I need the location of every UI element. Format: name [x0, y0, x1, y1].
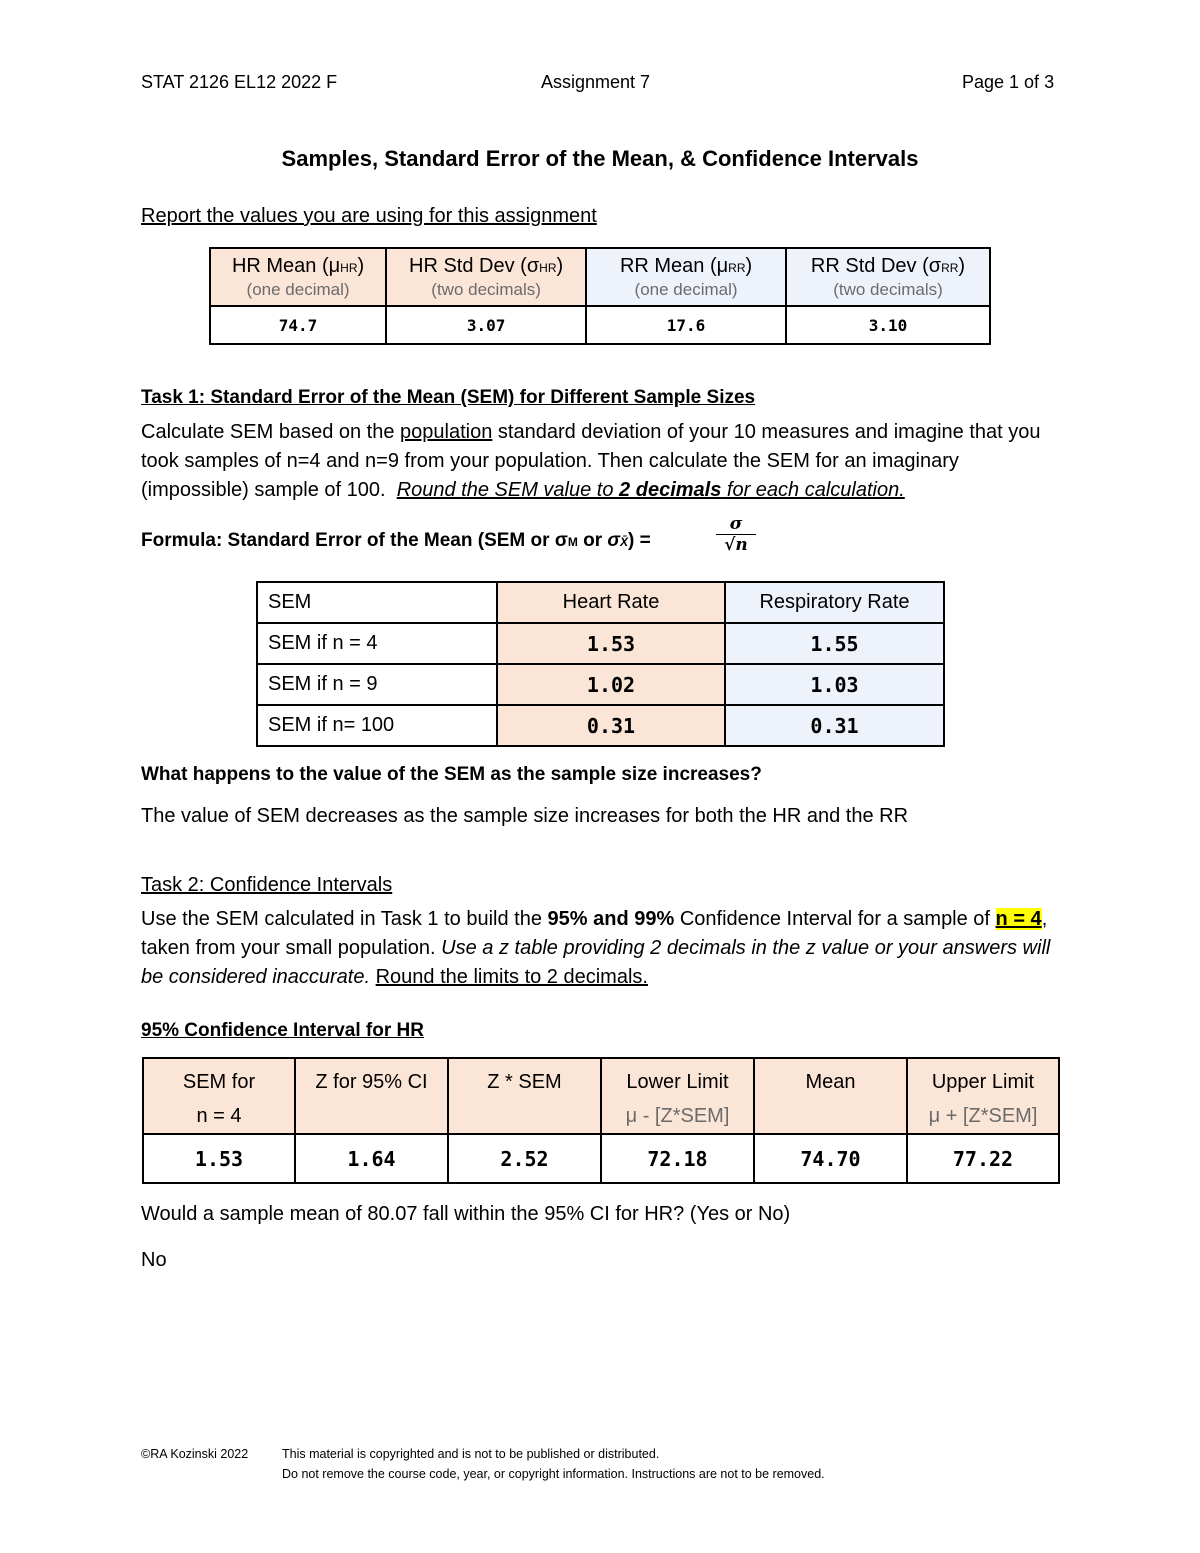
formula-fraction: σ √n: [716, 514, 756, 555]
sem-header-rr: Respiratory Rate: [725, 582, 944, 623]
sem-header-label: SEM: [257, 582, 497, 623]
ci-header-sem: SEM for n = 4: [143, 1058, 295, 1134]
sem-hr-value: 1.02: [497, 664, 725, 705]
footer-line2: Do not remove the course code, year, or copyright information. Instructions are not to be removed.: [282, 1467, 825, 1481]
ci-table: [142, 1057, 1060, 1184]
col-hr-mean: HR Mean (μHR) (one decimal): [210, 248, 386, 306]
sem-rr-value: 1.55: [725, 623, 944, 664]
values-table: [209, 247, 991, 345]
ci-value-mean: 74.70: [754, 1134, 907, 1183]
ci-value-lower: 72.18: [601, 1134, 754, 1183]
value-rr-sd: 3.10: [786, 306, 990, 344]
ci-header-zsem: Z * SEM: [448, 1058, 601, 1134]
sem-hr-value: 0.31: [497, 705, 725, 746]
ci-header-mean: Mean: [754, 1058, 907, 1134]
report-heading: Report the values you are using for this assignment: [141, 205, 597, 227]
sem-row-label: SEM if n = 9: [257, 664, 497, 705]
col-rr-mean: RR Mean (μRR) (one decimal): [586, 248, 786, 306]
table-row: [143, 1134, 1059, 1183]
col-rr-sd: RR Std Dev (σRR) (two decimals): [786, 248, 990, 306]
task2-instructions: Use the SEM calculated in Task 1 to build the 95% and 99% Confidence Interval for a sample of n = 4, taken from your small population. Use a z table providing 2 decimals in the z value or your answers will be considered inaccurate. Round the limits to 2 decimals.: [141, 908, 1051, 988]
value-rr-mean: 17.6: [586, 306, 786, 344]
sem-rr-value: 1.03: [725, 664, 944, 705]
value-hr-sd: 3.07: [386, 306, 586, 344]
sem-hr-value: 1.53: [497, 623, 725, 664]
ci-heading: 95% Confidence Interval for HR: [141, 1020, 424, 1041]
course-code: STAT 2126 EL12 2022 F: [141, 72, 338, 92]
ci-value-upper: 77.22: [907, 1134, 1059, 1183]
ci-header-upper: Upper Limit μ + [Z*SEM]: [907, 1058, 1059, 1134]
task2-question: Would a sample mean of 80.07 fall within the 95% CI for HR? (Yes or No): [141, 1203, 791, 1225]
ci-header-lower: Lower Limit μ - [Z*SEM]: [601, 1058, 754, 1134]
value-hr-mean: 74.7: [210, 306, 386, 344]
task1-question: What happens to the value of the SEM as the sample size increases?: [141, 764, 762, 785]
sem-formula: Formula: Standard Error of the Mean (SEM or σM or σX̄) =: [141, 530, 651, 551]
ci-value-zsem: 2.52: [448, 1134, 601, 1183]
task2-heading: Task 2: Confidence Intervals: [141, 874, 393, 896]
table-row: [257, 623, 944, 664]
footer-line1: This material is copyrighted and is not to be published or distributed.: [282, 1447, 660, 1461]
page-number: Page 1 of 3: [962, 72, 1055, 92]
sem-header-hr: Heart Rate: [497, 582, 725, 623]
page-title: Samples, Standard Error of the Mean, & Confidence Intervals: [281, 146, 919, 171]
ci-value-z: 1.64: [295, 1134, 448, 1183]
table-row: [257, 705, 944, 746]
col-hr-sd: HR Std Dev (σHR) (two decimals): [386, 248, 586, 306]
ci-value-sem: 1.53: [143, 1134, 295, 1183]
footer-copyright: ©RA Kozinski 2022: [141, 1447, 249, 1461]
task1-answer: The value of SEM decreases as the sample size increases for both the HR and the RR: [141, 805, 909, 827]
ci-header-z: Z for 95% CI: [295, 1058, 448, 1134]
sem-rr-value: 0.31: [725, 705, 944, 746]
assignment-label: Assignment 7: [541, 72, 651, 92]
sem-row-label: SEM if n= 100: [257, 705, 497, 746]
task2-answer: No: [141, 1249, 167, 1271]
task1-instructions: Calculate SEM based on the population standard deviation of your 10 measures and imagine that you took samples of n=4 and n=9 from your population. Then calculate the SEM for an imaginary (impossible) sample of 100. Round the SEM value to 2 decimals for each calculation.: [141, 421, 1041, 501]
task1-heading: Task 1: Standard Error of the Mean (SEM) for Different Sample Sizes: [141, 387, 756, 408]
table-row: [257, 664, 944, 705]
sem-row-label: SEM if n = 4: [257, 623, 497, 664]
sem-table: [256, 581, 945, 747]
